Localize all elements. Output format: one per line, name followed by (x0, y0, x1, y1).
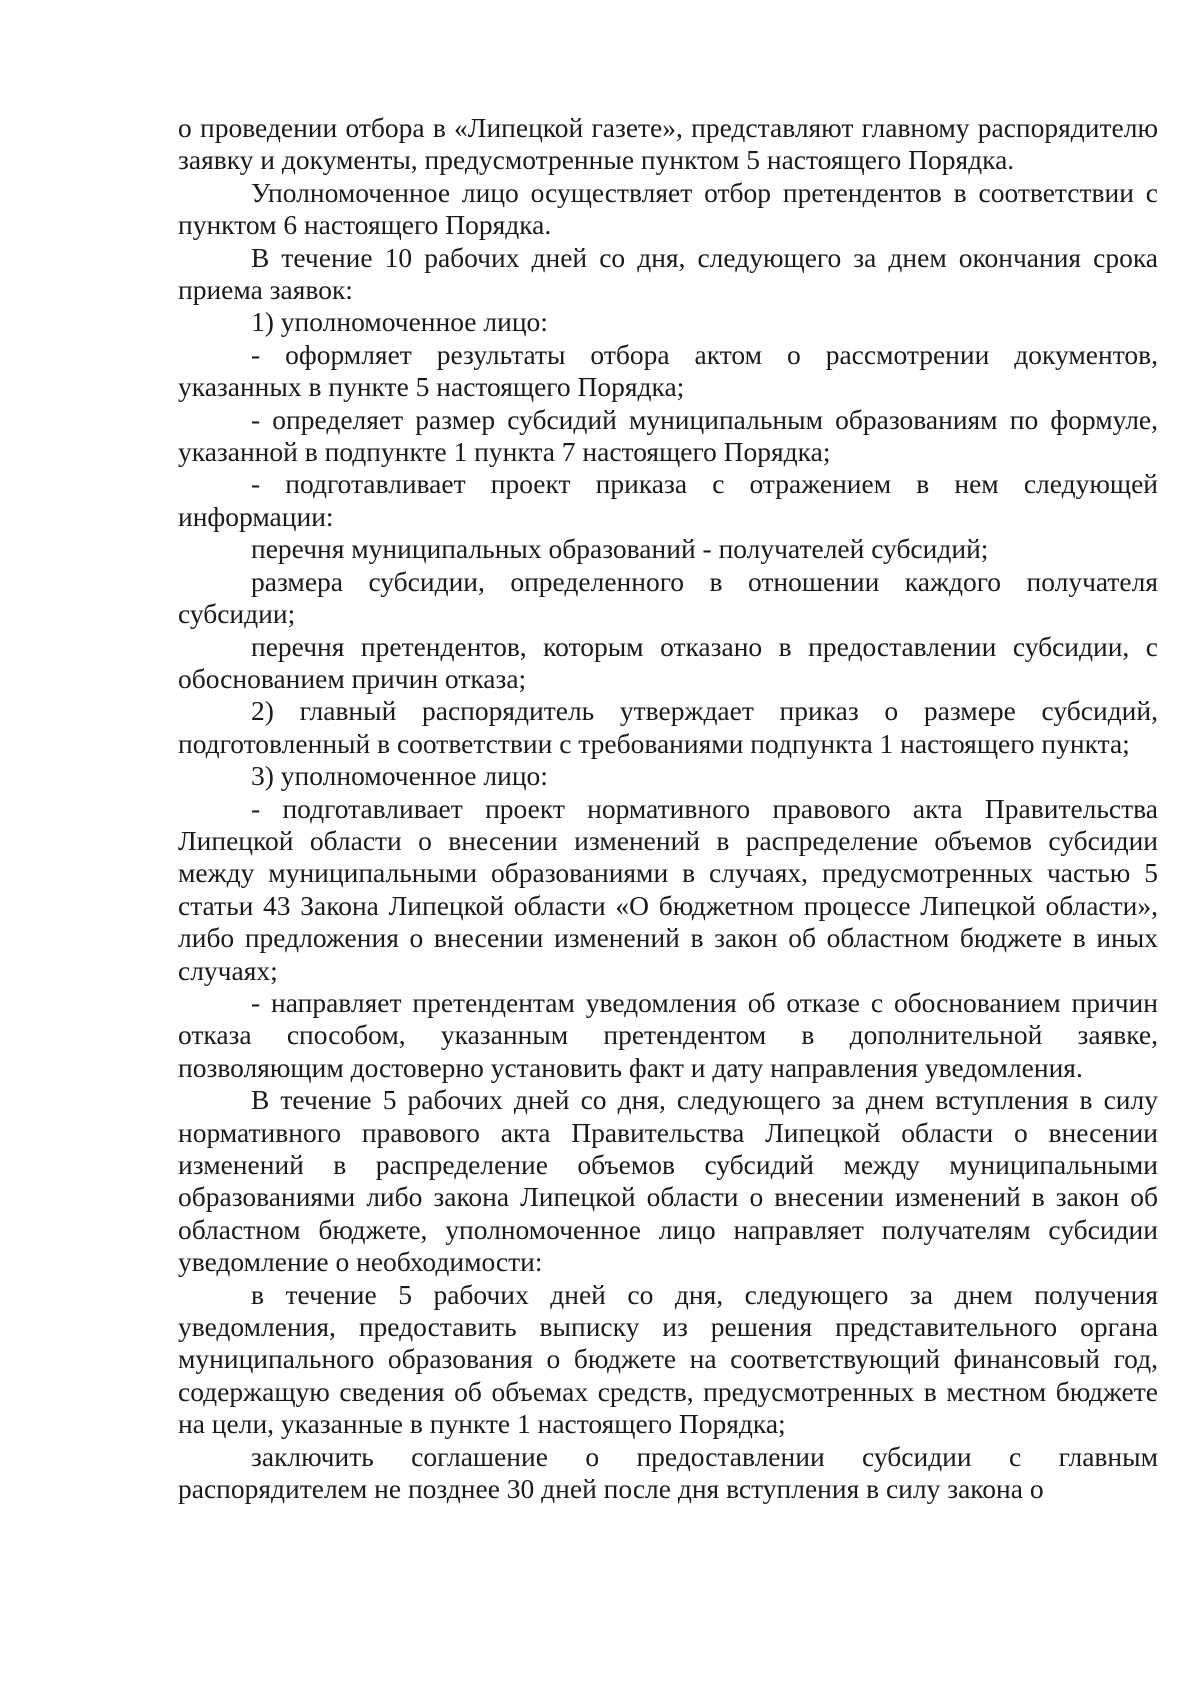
paragraph-15: В течение 5 рабочих дней со дня, следующего за днем вступления в силу нормативного правового акта Правительства Липецкой области о внесении изменений в распределение объемов субсидий между муниципальными образованиями либо закона Липецкой области о внесении изменений в закон об областном бюджете, уполномоченное лицо направляет получателям субсидии уведомление о необходимости: (178, 1084, 1158, 1278)
paragraph-3: В течение 10 рабочих дней со дня, следующего за днем окончания срока приема заявок: (178, 241, 1158, 306)
paragraph-10: перечня претендентов, которым отказано в предоставлении субсидии, с обоснованием причин отказа; (178, 630, 1158, 694)
paragraph-17: заключить соглашение о предоставлении субсидии с главным распорядителем не позднее 30 дней после дня вступления в силу закона о (178, 1440, 1158, 1505)
paragraph-8: перечня муниципальных образований - получателей субсидий; (251, 533, 989, 565)
document-body (178, 112, 1158, 1505)
paragraph-1: о проведении отбора в «Липецкой газете», представляют главному распорядителю заявку и документы, предусмотренные пунктом 5 настоящего Порядка. (178, 112, 1158, 176)
paragraph-4: 1) уполномоченное лицо: (251, 306, 548, 338)
paragraph-9: размера субсидии, определенного в отношении каждого получателя субсидии; (178, 565, 1158, 630)
paragraph-2: Уполномоченное лицо осуществляет отбор претендентов в соответствии с пунктом 6 настоящего Порядка. (178, 176, 1158, 241)
paragraph-6: - определяет размер субсидий муниципальным образованиям по формуле, указанной в подпункте 1 пункта 7 настоящего Порядка; (178, 403, 1158, 468)
paragraph-16: в течение 5 рабочих дней со дня, следующего за днем получения уведомления, предоставить выписку из решения представительного органа муниципального образования о бюджете на соответствующий финансовый год, содержащую сведения об объемах средств, предусмотренных в местном бюджете на цели, указанные в пункте 1 настоящего Порядка; (178, 1278, 1158, 1440)
paragraph-13: - подготавливает проект нормативного правового акта Правительства Липецкой области о внесении изменений в распределение объемов субсидии между муниципальными образованиями в случаях, предусмотренных частью 5 статьи 43 Закона Липецкой области «О бюджетном процессе Липецкой области», либо предложения о внесении изменений в закон об областном бюджете в иных случаях; (178, 792, 1158, 986)
paragraph-12: 3) уполномоченное лицо: (251, 760, 548, 792)
paragraph-7: - подготавливает проект приказа с отражением в нем следующей информации: (178, 468, 1158, 532)
paragraph-5: - оформляет результаты отбора актом о рассмотрении документов, указанных в пункте 5 настоящего Порядка; (178, 338, 1158, 403)
paragraph-11: 2) главный распорядитель утверждает приказ о размере субсидий, подготовленный в соответствии с требованиями подпункта 1 настоящего пункта; (178, 695, 1158, 759)
paragraph-14: - направляет претендентам уведомления об отказе с обоснованием причин отказа способом, указанным претендентом в дополнительной заявке, позволяющим достоверно установить факт и дату направления уведомления. (178, 986, 1158, 1083)
